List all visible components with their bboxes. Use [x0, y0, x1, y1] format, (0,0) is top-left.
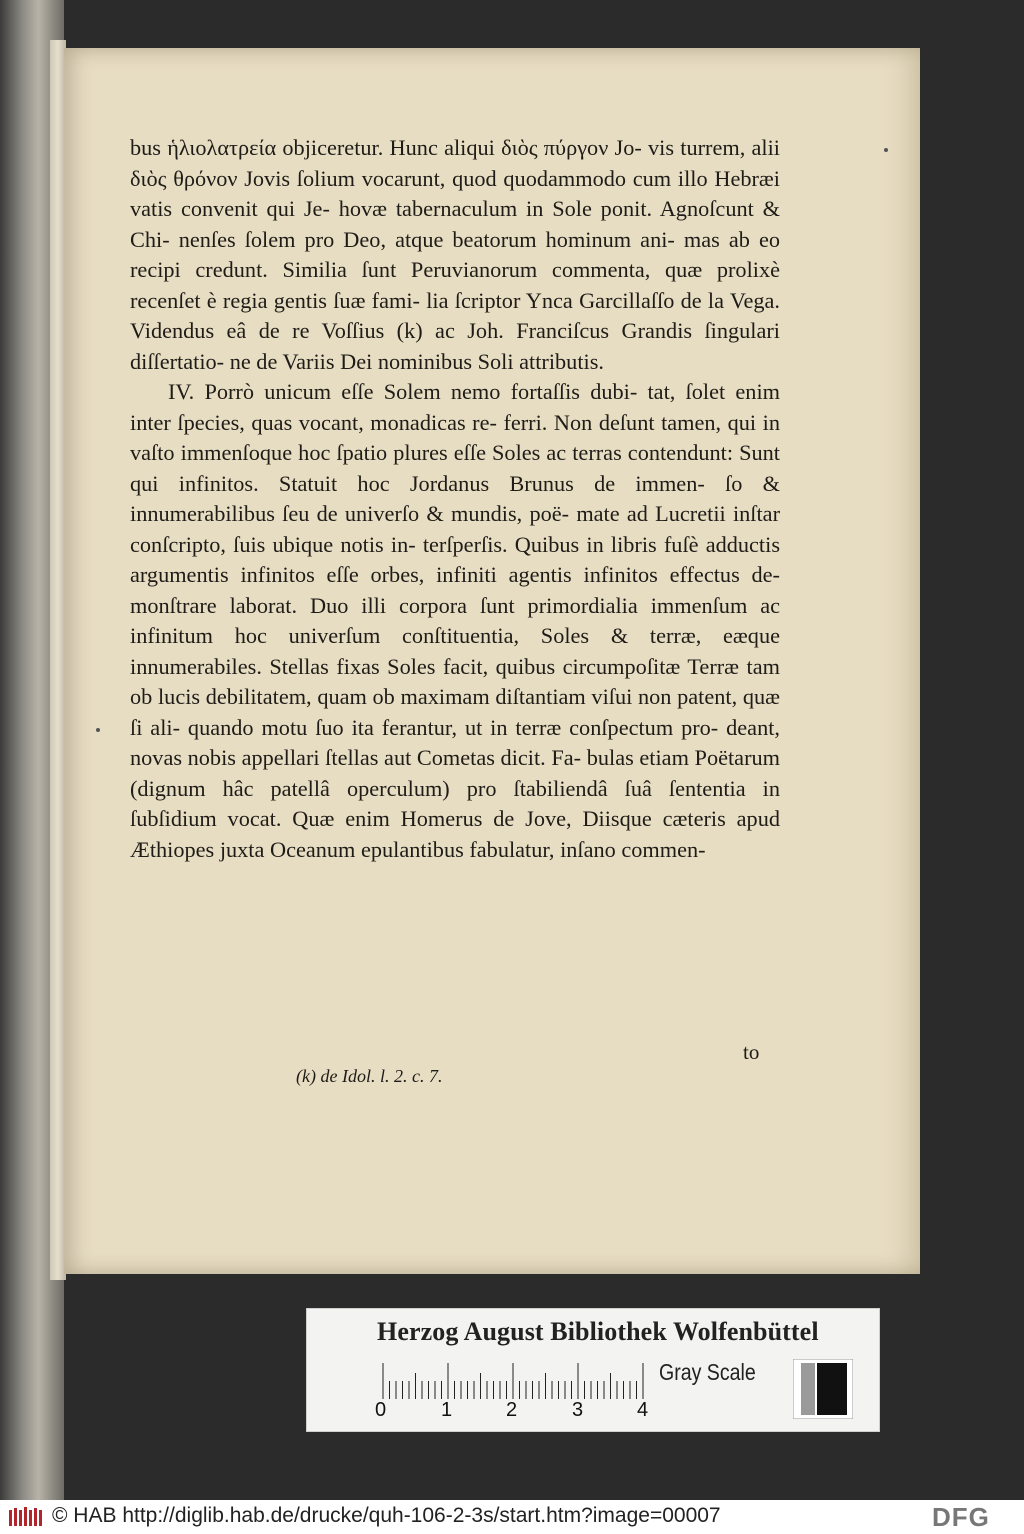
- text-line: immenſum ac infinitum hoc univerſum conſtituentia,: [130, 592, 781, 648]
- ink-speck: [884, 148, 888, 152]
- ruler-number: 4: [637, 1399, 649, 1421]
- text-line: enim Homerus de Jove, Diisque cæteris apud Æthiopes: [130, 806, 780, 862]
- catchword: to: [743, 1040, 760, 1064]
- text-line: monſtrare laborat. Duo illi corpora ſunt primordialia: [130, 592, 638, 618]
- ink-speck: [96, 728, 100, 732]
- library-title: Herzog August Bibliothek Wolfenbüttel: [377, 1317, 819, 1346]
- text-line: ſo & innumerabilibus ſeu de univerſo & mundis, poë-: [130, 470, 781, 526]
- text-line: vis turrem, alii διὸς θρόνον Jovis ſolium vocarunt, quod: [130, 135, 780, 191]
- gray-scale-swatch: [793, 1359, 853, 1419]
- text-line: lia ſcriptor Ynca Garcillaſſo de la Vega. Videndus eâ de re: [130, 287, 781, 343]
- text-line: qui infinitos. Statuit hoc Jordanus Brunus de immen-: [130, 470, 705, 496]
- text-line: hovæ tabernaculum in Sole ponit. Agnoſcunt & Chi-: [130, 196, 780, 252]
- text-line: facit, quibus circumpoſitæ Terræ tam ob lucis debilitatem,: [130, 653, 780, 709]
- text-line: ferri. Non deſunt tamen, qui in vaſto immenſoque: [130, 409, 780, 465]
- text-line: mate ad Lucretii inſtar conſcripto, ſuis ubique notis in-: [130, 501, 780, 557]
- text-line: terſperſis. Quibus in libris fuſè adductis argumentis: [130, 531, 780, 587]
- hab-logo-icon: [8, 1506, 44, 1528]
- text-line: tat, ſolet enim inter ſpecies, quas vocant, monadicas re-: [130, 379, 780, 435]
- text-line: quodammodo cum illo Hebræi vatis convenit qui Je-: [130, 165, 780, 221]
- text-line: Voſſius (k) ac Joh. Franciſcus Grandis ſingulari diſſertatio-: [130, 318, 781, 374]
- text-line: deant, novas nobis appellari ſtellas aut Cometas dicit. Fa-: [130, 714, 780, 770]
- ruler-number: 3: [572, 1399, 584, 1421]
- text-line: quando motu ſuo ita ferantur, ut in terræ conſpectum pro-: [187, 714, 719, 740]
- ruler-number: 2: [506, 1399, 518, 1421]
- ruler-numbers: [367, 1399, 667, 1425]
- text-line: quam ob maximam diſtantiam viſui non patent, quæ ſi ali-: [130, 684, 781, 740]
- text-line: pro ſtabiliendâ ſuâ ſententia in ſubſidium vocat. Quæ: [130, 775, 780, 831]
- footer-bar: [0, 1500, 1024, 1534]
- text-line: IV. Porrò unicum eſſe Solem nemo fortaſſis dubi-: [168, 379, 638, 404]
- ruler-number: 1: [441, 1399, 453, 1421]
- text-line: bus ἡλιολατρεία objiceretur. Hunc aliqui διὸς πύργον Jo-: [130, 135, 642, 160]
- paragraph-2: [130, 377, 780, 865]
- text-line: infinitos eſſe orbes, infiniti agentis infinitos effectus de-: [240, 562, 780, 587]
- gray-scale-label: Gray Scale: [659, 1359, 756, 1385]
- text-line: bulas etiam Poëtarum (dignum hâc patellâ operculum): [130, 745, 780, 801]
- page-text: [130, 133, 780, 865]
- text-line: Soles & terræ, eæque innumerabiles. Stellas fixas Soles: [130, 623, 780, 679]
- ruler-scale: [379, 1361, 659, 1401]
- source-link[interactable]: © HAB http://diglib.hab.de/drucke/quh-106-2-3s/start.htm?image=00007: [52, 1504, 721, 1527]
- text-line: ne de Variis Dei nominibus Soli attributis.: [229, 348, 604, 374]
- dfg-logo: DFG: [932, 1502, 990, 1532]
- text-line: nenſes ſolem pro Deo, atque beatorum hominum ani-: [178, 226, 675, 252]
- text-line: juxta Oceanum epulantibus fabulatur, inſano commen-: [219, 836, 706, 862]
- paragraph-1: [130, 133, 780, 377]
- text-line: mas ab eo recipi credunt. Similia ſunt Peruvianorum: [130, 226, 781, 282]
- text-line: hoc ſpatio plures eſſe Soles ac terras contendunt: Sunt: [298, 440, 781, 465]
- ruler-number: 0: [375, 1399, 387, 1421]
- footnote: (k) de Idol. l. 2. c. 7.: [296, 1066, 443, 1086]
- color-calibration-bar: [306, 1308, 880, 1432]
- text-line: commenta, quæ prolixè recenſet è regia gentis ſuæ fami-: [130, 257, 781, 313]
